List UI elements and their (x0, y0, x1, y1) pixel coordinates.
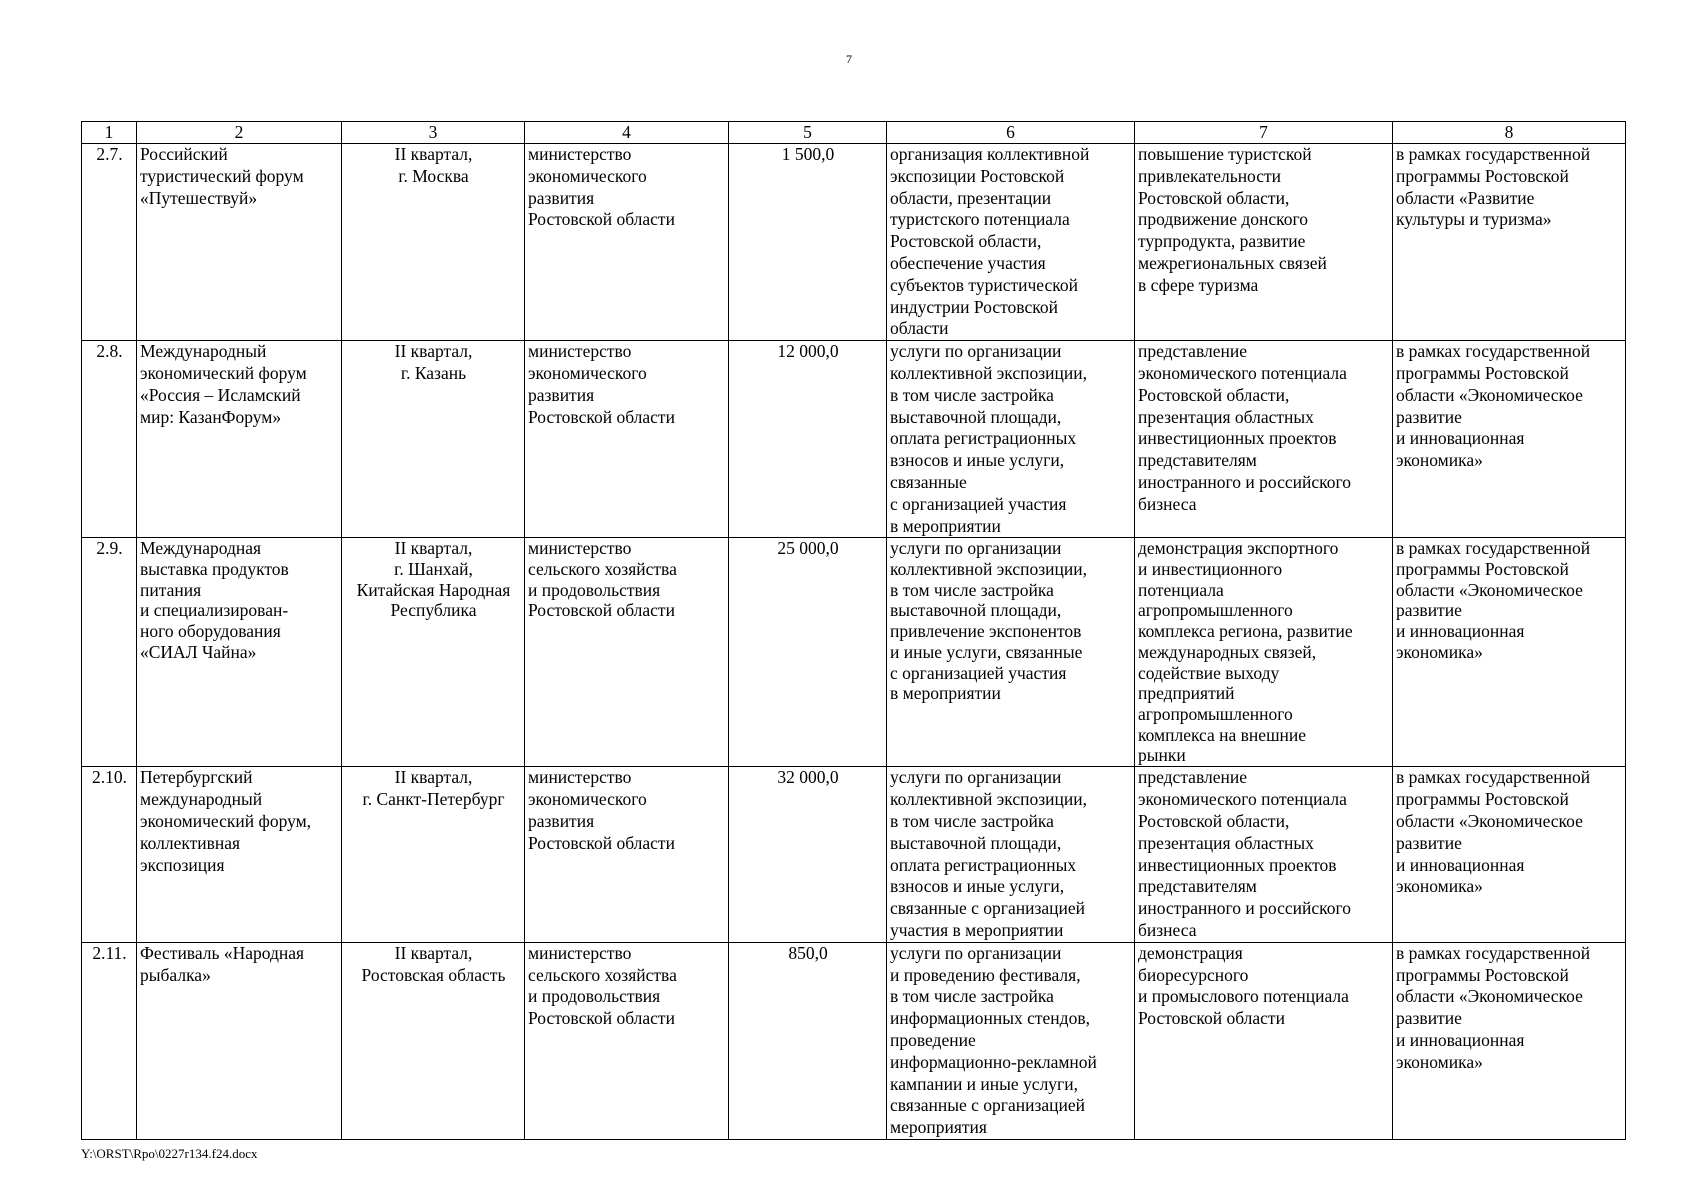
page-number: 7 (846, 52, 852, 66)
expected-result: демонстрация экспортного и инвестиционного потенциала агропромышленного комплекса региона, развитие международных связей, содействие выходу предприятий агропромышленного комплекса на внешние рынки (1135, 538, 1393, 767)
table-row (82, 942, 1626, 1139)
period-location: II квартал, г. Москва (342, 144, 525, 341)
activities: услуги по организации коллективной экспозиции, в том числе застройка выставочной площади, оплата регистрационных взносов и иные услуги, связанные с организацией участия в мероприятии (887, 341, 1135, 538)
event-name: Международная выставка продуктов питания и специализирован- ного оборудования «СИАЛ Чайна» (137, 538, 342, 767)
row-number: 2.11. (82, 942, 137, 1139)
activities: услуги по организации и проведению фестиваля, в том числе застройка информационных стендов, проведение информационно-рекламной кампании и иные услуги, связанные с организацией мероприятия (887, 942, 1135, 1139)
funding-source: в рамках государственной программы Ростовской области «Экономическое развитие и инновационная экономика» (1393, 767, 1626, 942)
executor: министерство экономического развития Ростовской области (525, 767, 729, 942)
executor: министерство сельского хозяйства и продовольствия Ростовской области (525, 538, 729, 767)
executor: министерство сельского хозяйства и продовольствия Ростовской области (525, 942, 729, 1139)
expected-result: повышение туристской привлекательности Ростовской области, продвижение донского турпродукта, развитие межрегиональных связей в сфере туризма (1135, 144, 1393, 341)
funding-source: в рамках государственной программы Ростовской области «Экономическое развитие и инновационная экономика» (1393, 942, 1626, 1139)
column-header: 2 (137, 122, 342, 144)
expected-result: представление экономического потенциала Ростовской области, презентация областных инвестиционных проектов представителям иностранного и российского бизнеса (1135, 341, 1393, 538)
period-location: II квартал, г. Санкт-Петербург (342, 767, 525, 942)
activities: услуги по организации коллективной экспозиции, в том числе застройка выставочной площади, оплата регистрационных взносов и иные услуги, связанные с организацией участия в мероприятии (887, 767, 1135, 942)
table-row (82, 144, 1626, 341)
event-name: Международный экономический форум «Россия – Исламский мир: КазанФорум» (137, 341, 342, 538)
events-table (81, 121, 1626, 1140)
column-header: 6 (887, 122, 1135, 144)
activities: организация коллективной экспозиции Ростовской области, презентации туристского потенциала Ростовской области, обеспечение участия субъектов туристической индустрии Ростовской области (887, 144, 1135, 341)
amount: 1 500,0 (729, 144, 887, 341)
column-header: 5 (729, 122, 887, 144)
column-header: 3 (342, 122, 525, 144)
table-row (82, 341, 1626, 538)
amount: 850,0 (729, 942, 887, 1139)
column-header: 4 (525, 122, 729, 144)
table-header-row (82, 122, 1626, 144)
amount: 12 000,0 (729, 341, 887, 538)
amount: 25 000,0 (729, 538, 887, 767)
row-number: 2.10. (82, 767, 137, 942)
column-header: 7 (1135, 122, 1393, 144)
expected-result: представление экономического потенциала Ростовской области, презентация областных инвестиционных проектов представителям иностранного и российского бизнеса (1135, 767, 1393, 942)
column-header: 8 (1393, 122, 1626, 144)
event-name: Фестиваль «Народная рыбалка» (137, 942, 342, 1139)
table-row (82, 538, 1626, 767)
event-name: Российский туристический форум «Путешествуй» (137, 144, 342, 341)
expected-result: демонстрация биоресурсного и промыслового потенциала Ростовской области (1135, 942, 1393, 1139)
row-number: 2.7. (82, 144, 137, 341)
amount: 32 000,0 (729, 767, 887, 942)
executor: министерство экономического развития Ростовской области (525, 341, 729, 538)
row-number: 2.8. (82, 341, 137, 538)
executor: министерство экономического развития Ростовской области (525, 144, 729, 341)
file-path-footer: Y:\ORST\Rpo\0227r134.f24.docx (81, 1146, 258, 1161)
funding-source: в рамках государственной программы Ростовской области «Экономическое развитие и инновационная экономика» (1393, 538, 1626, 767)
period-location: II квартал, Ростовская область (342, 942, 525, 1139)
funding-source: в рамках государственной программы Ростовской области «Экономическое развитие и инновационная экономика» (1393, 341, 1626, 538)
funding-source: в рамках государственной программы Ростовской области «Развитие культуры и туризма» (1393, 144, 1626, 341)
period-location: II квартал, г. Казань (342, 341, 525, 538)
period-location: II квартал, г. Шанхай, Китайская Народная Республика (342, 538, 525, 767)
event-name: Петербургский международный экономический форум, коллективная экспозиция (137, 767, 342, 942)
row-number: 2.9. (82, 538, 137, 767)
activities: услуги по организации коллективной экспозиции, в том числе застройка выставочной площади, привлечение экспонентов и иные услуги, связанные с организацией участия в мероприятии (887, 538, 1135, 767)
table-row (82, 767, 1626, 942)
column-header: 1 (82, 122, 137, 144)
